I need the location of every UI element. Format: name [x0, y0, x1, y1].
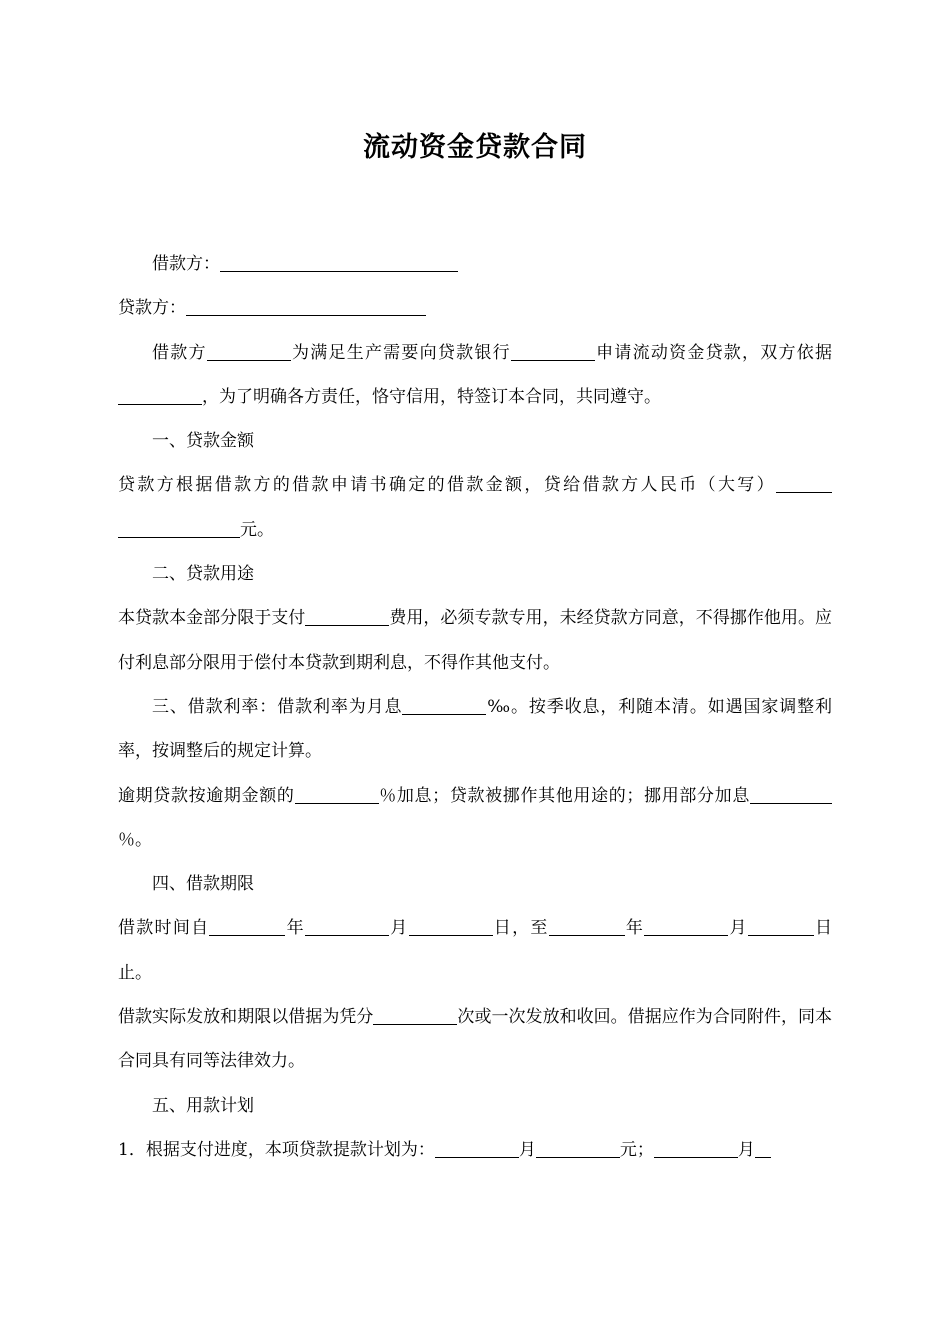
- preamble-blank-2[interactable]: [511, 342, 595, 361]
- term-end-day-blank-a[interactable]: [748, 918, 798, 937]
- overdue-text-2: ％加息；贷款被挪作其他用途的；挪用部分加息: [378, 785, 750, 806]
- drawdown-text-1: 1．根据支付进度，本项贷款提款计划为：: [118, 1139, 435, 1160]
- preamble-blank-3[interactable]: [118, 386, 202, 405]
- disbursement-blank[interactable]: [373, 1006, 457, 1025]
- loan-amount-unit: 元。: [240, 519, 274, 540]
- overdue-text-3: ％。: [118, 829, 152, 850]
- loan-purpose-blank[interactable]: [305, 608, 389, 627]
- loan-amount-paragraph: [118, 463, 832, 552]
- term-text-month-2: 月: [728, 918, 748, 939]
- section-4-heading: 四、借款期限: [152, 874, 254, 895]
- lender-label: 贷款方：: [118, 298, 186, 319]
- preamble-text-4: ，为了明确各方责任，恪守信用，特签订本合同，共同遵守。: [202, 386, 661, 407]
- overdue-blank-1[interactable]: [295, 785, 379, 804]
- loan-term-paragraph: [118, 906, 832, 995]
- drawdown-text-month-1: 月: [518, 1139, 536, 1160]
- loan-amount-text: 贷款方根据借款方的借款申请书确定的借款金额，贷给借款方人民币（大写）: [118, 475, 776, 496]
- term-text-end: 日止。: [118, 918, 833, 983]
- loan-purpose-text-1: 本贷款本金部分限于支付: [118, 608, 306, 629]
- overdue-interest-paragraph: [118, 774, 832, 863]
- overdue-blank-2a[interactable]: [750, 785, 776, 804]
- loan-amount-blank-1[interactable]: [776, 475, 832, 494]
- section-2-heading: 二、贷款用途: [152, 564, 254, 585]
- term-start-day-blank[interactable]: [409, 918, 493, 937]
- loan-purpose-paragraph: [118, 596, 832, 685]
- borrower-blank[interactable]: [220, 253, 458, 272]
- drawdown-month-blank-1[interactable]: [435, 1139, 519, 1158]
- loan-purpose-text-2: 费用，必须专款专用，未经贷款方同意，不得挪作他用。应付利息部分限用于偿付本贷款到期利息，不得作其他支付。: [118, 608, 832, 673]
- term-text-year-2: 年: [624, 918, 645, 939]
- preamble-text-1: 借款方: [152, 342, 207, 363]
- term-end-year-blank[interactable]: [549, 918, 625, 937]
- term-start-year-blank[interactable]: [209, 918, 285, 937]
- preamble-blank-1[interactable]: [207, 342, 291, 361]
- term-text-from: 借款时间自: [118, 918, 210, 939]
- term-text-month-1: 月: [388, 918, 409, 939]
- drawdown-amount-blank-2[interactable]: [755, 1139, 771, 1158]
- disbursement-paragraph: [118, 995, 832, 1084]
- drawdown-amount-blank-1[interactable]: [536, 1139, 620, 1158]
- interest-rate-blank[interactable]: [402, 696, 486, 715]
- drawdown-text-month-2: 月: [737, 1139, 755, 1160]
- borrower-label: 借款方：: [152, 254, 220, 274]
- lender-line: [118, 286, 832, 330]
- drawdown-month-blank-2[interactable]: [654, 1139, 738, 1158]
- drawdown-plan-paragraph: [118, 1128, 832, 1172]
- disbursement-text-1: 借款实际发放和期限以借据为凭分: [118, 1007, 374, 1028]
- section-1-heading: 一、贷款金额: [152, 431, 254, 452]
- overdue-blank-2b[interactable]: [776, 785, 832, 804]
- preamble-paragraph: [118, 331, 832, 420]
- term-text-day-to: 日，至: [492, 918, 549, 939]
- drawdown-text-yuan: 元；: [619, 1139, 654, 1160]
- document-title: 流动资金贷款合同: [363, 132, 587, 163]
- overdue-text-1: 逾期贷款按逾期金额的: [118, 785, 295, 806]
- term-start-month-blank[interactable]: [305, 918, 389, 937]
- interest-rate-text-1: 三、借款利率：借款利率为月息: [152, 696, 403, 717]
- lender-blank[interactable]: [186, 297, 426, 316]
- preamble-text-3: 申请流动资金贷款，双方依据: [594, 342, 833, 363]
- borrower-line: [118, 242, 832, 286]
- disbursement-text-2: 次或一次发放和收回。借据应作为合同附件，同本合同具有同等法律效力。: [118, 1007, 832, 1072]
- term-end-month-blank[interactable]: [644, 918, 728, 937]
- loan-amount-blank-2[interactable]: [118, 519, 240, 538]
- term-text-year-1: 年: [285, 918, 305, 939]
- interest-rate-paragraph: [118, 685, 832, 774]
- term-end-day-blank-b[interactable]: [798, 918, 814, 937]
- document-body: [118, 242, 832, 1172]
- interest-rate-text-2: ‰。按季收息，利随本清。如遇国家调整利率，按调整后的规定计算。: [118, 696, 833, 762]
- preamble-text-2: 为满足生产需要向贷款银行: [290, 342, 511, 363]
- section-5-heading: 五、用款计划: [152, 1095, 254, 1116]
